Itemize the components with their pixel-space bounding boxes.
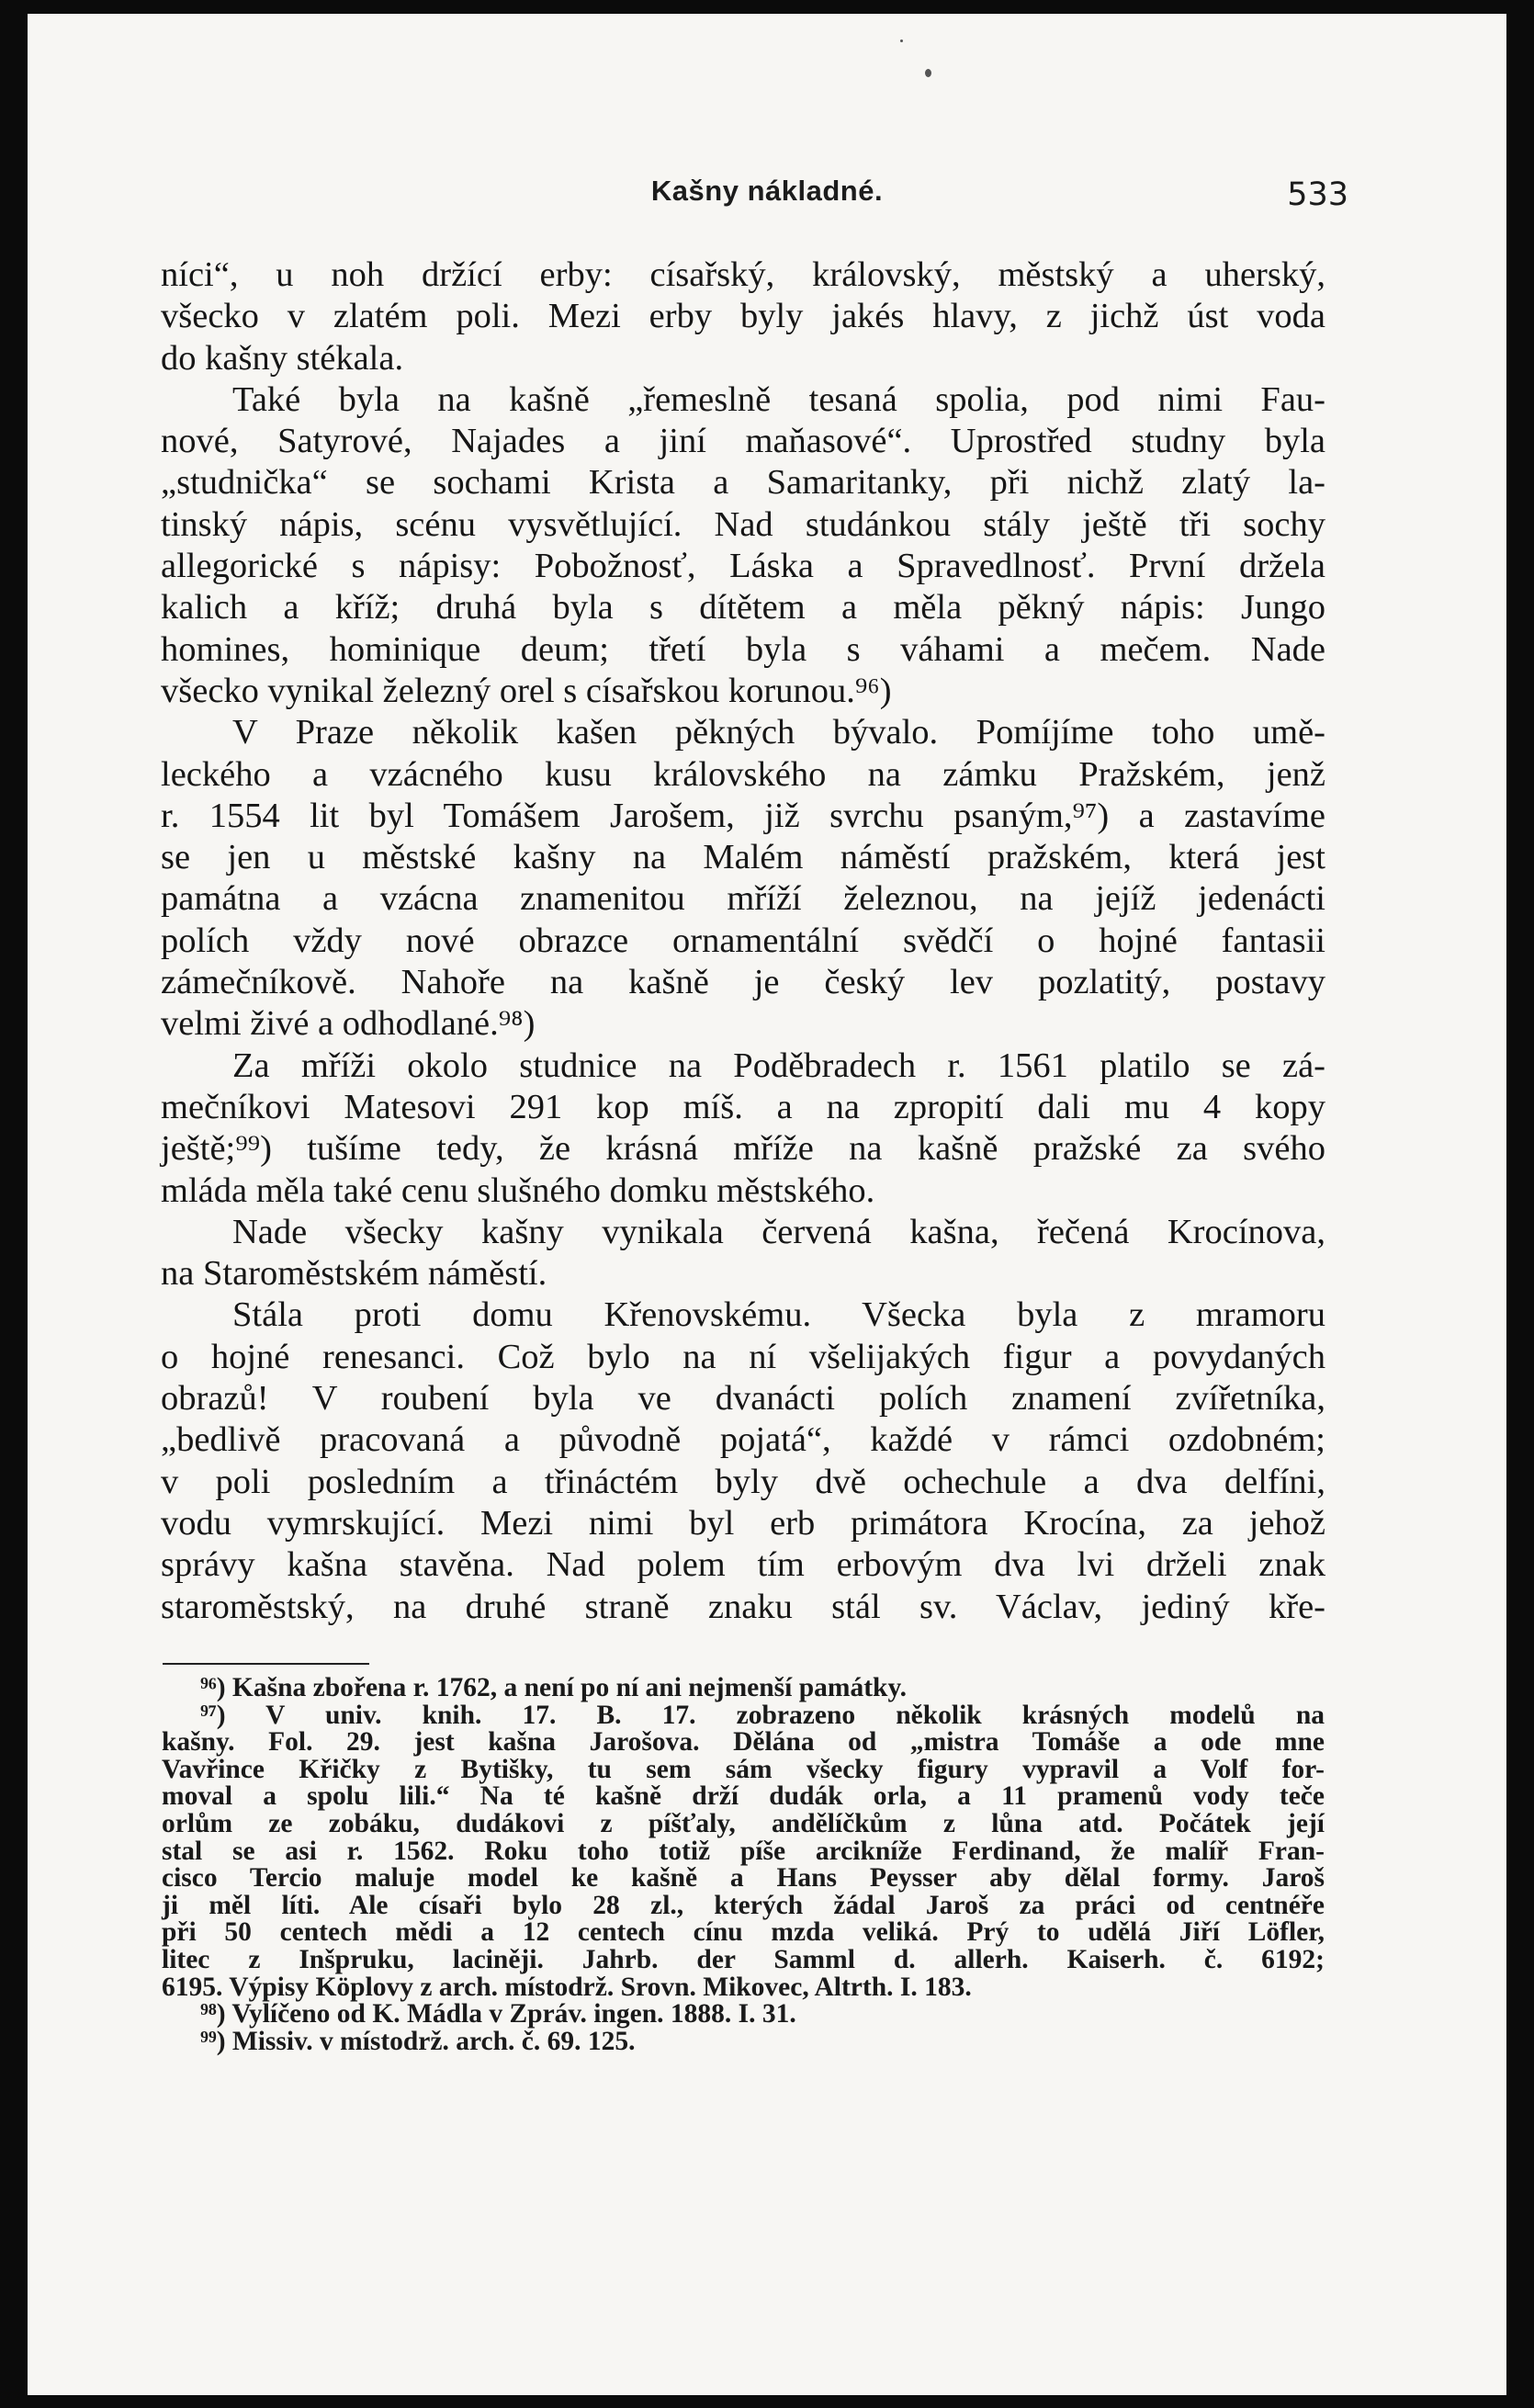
text-line: velmi živé a odhodlané.⁹⁸) <box>161 1004 536 1044</box>
text-line: r. 1554 lit byl Tomášem Jarošem, již svrchu psaným,⁹⁷) a zastavíme <box>161 796 1325 835</box>
footnote-line: stal se asi r. 1562. Roku toho totiž píše arcikníže Ferdinand, že malíř Fran- <box>162 1836 1325 1866</box>
text-line: všecko vynikal železný orel s císařskou korunou.⁹⁶) <box>161 671 892 710</box>
footnote-line: cisco Tercio maluje model ke kašně a Hans Peysser aby dělal formy. Jaroš <box>162 1863 1325 1894</box>
text-line: v poli posledním a třináctém byly dvě ochechule a dva delfíni, <box>161 1462 1325 1501</box>
text-line: Za mříži okolo studnice na Poděbradech r. 1561 platilo se zá- <box>232 1046 1325 1085</box>
page-number: 533 <box>1287 176 1348 213</box>
text-line: tinský nápis, scénu vysvětlující. Nad studánkou stály ještě tři sochy <box>161 504 1325 544</box>
text-line: obrazů! V roubení byla ve dvanácti polích znamení zvířetníka, <box>161 1379 1325 1419</box>
footnote-line: Vavřince Křičky z Bytišky, tu sem sám všecky figury vypravil a Volf for- <box>162 1754 1325 1784</box>
text-line: do kašny stékala. <box>161 338 404 378</box>
footnote-line: ⁹⁹) Missiv. v místodrž. arch. č. 69. 125. <box>200 2026 636 2056</box>
footnote-line: moval a spolu lili.“ Na té kašně drží dudák orla, a 11 pramenů vody teče <box>162 1781 1325 1812</box>
book-page <box>28 14 1506 2395</box>
text-line: nové, Satyrové, Najades a jiní maňasové“. Uprostřed studny byla <box>161 422 1325 461</box>
footnote-line: ⁹⁷) V univ. knih. 17. B. 17. zobrazeno několik krásných modelů na <box>200 1700 1325 1730</box>
footnote-line: ⁹⁶) Kašna zbořena r. 1762, a není po ní ani nejmenší památky. <box>200 1673 907 1702</box>
footnote-line: orlům ze zobáku, dudákovi z píšťaly, andělíčkům z lůna atd. Počátek její <box>162 1808 1325 1838</box>
text-line: V Praze několik kašen pěkných bývalo. Pomíjíme toho umě- <box>232 713 1325 752</box>
text-line: vodu vymrskující. Mezi nimi byl erb primátora Krocína, za jehož <box>161 1503 1325 1543</box>
footnotes <box>162 1675 1325 2055</box>
text-line: zámečníkově. Nahoře na kašně je český lev pozlatitý, postavy <box>161 963 1325 1002</box>
footnote-separator <box>163 1663 369 1665</box>
text-line: o hojné renesanci. Což bylo na ní všelijakých figur a povydaných <box>161 1337 1325 1376</box>
text-line: správy kašna stavěna. Nad polem tím erbovým dva lvi drželi znak <box>161 1545 1325 1585</box>
text-line: homines, hominique deum; třetí byla s váhami a mečem. Nade <box>161 629 1325 669</box>
text-line: mláda měla také cenu slušného domku městského. <box>161 1170 875 1210</box>
footnote-line: ji měl líti. Ale císaři bylo 28 zl., kterých žádal Jaroš za práci od centnéře <box>162 1890 1325 1920</box>
text-line: ještě;⁹⁹) tušíme tedy, že krásná mříže na kašně pražské za svého <box>161 1129 1325 1169</box>
text-line: „studnička“ se sochami Krista a Samaritanky, při nichž zlatý la- <box>161 463 1325 503</box>
text-line: níci“, u noh držící erby: císařský, královský, městský a uherský, <box>161 255 1325 294</box>
text-line: všecko v zlatém poli. Mezi erby byly jakés hlavy, z jichž úst voda <box>161 297 1325 336</box>
footnote-line: při 50 centech mědi a 12 centech cínu mzda veliká. Prý to udělá Jiří Löfler, <box>162 1917 1325 1948</box>
text-line: polích vždy nové obrazce ornamentální svědčí o hojné fantasii <box>161 921 1325 960</box>
footnote-line: ⁹⁸) Vylíčeno od K. Mádla v Zpráv. ingen. 1888. I. 31. <box>200 1999 796 2029</box>
text-line: mečníkovi Matesovi 291 kop míš. a na zpropití dali mu 4 kopy <box>161 1087 1325 1126</box>
footnote-line: kašny. Fol. 29. jest kašna Jarošova. Dělána od „mistra Tomáše a ode mne <box>162 1727 1325 1758</box>
text-line: allegorické s nápisy: Pobožnosť, Láska a Spravedlnosť. První držela <box>161 547 1325 586</box>
text-line: kalich a kříž; druhá byla s dítětem a měla pěkný nápis: Jungo <box>161 588 1325 627</box>
page-header <box>28 175 1506 230</box>
text-line: na Staroměstském náměstí. <box>161 1254 547 1294</box>
text-line: staroměstský, na druhé straně znaku stál sv. Václav, jediný kře- <box>161 1587 1325 1626</box>
footnote-line: litec z Inšpruku, laciněji. Jahrb. der Samml d. allerh. Kaiserh. č. 6192; <box>162 1944 1325 1974</box>
text-line: se jen u městské kašny na Malém náměstí pražském, která jest <box>161 838 1325 877</box>
text-line: Nade všecky kašny vynikala červená kašna, řečená Krocínova, <box>232 1212 1325 1251</box>
text-line: „bedlivě pracovaná a původně pojatá“, každé v rámci ozdobném; <box>161 1420 1325 1460</box>
text-line: Také byla na kašně „řemeslně tesaná spolia, pod nimi Fau- <box>232 379 1325 419</box>
body-text <box>161 254 1325 1628</box>
text-line: leckého a vzácného kusu královského na zámku Pražském, jenž <box>161 754 1325 794</box>
running-title: Kašny nákladné. <box>650 175 884 207</box>
text-line: Stála proti domu Křenovskému. Všecka byla z mramoru <box>232 1295 1325 1335</box>
footnote-line: 6195. Výpisy Köplovy z arch. místodrž. Srovn. Mikovec, Altrth. I. 183. <box>162 1972 972 2002</box>
ink-speck <box>900 40 903 42</box>
ink-speck <box>925 69 931 77</box>
text-line: památna a vzácna znamenitou mříží železnou, na jejíž jedenácti <box>161 879 1325 919</box>
